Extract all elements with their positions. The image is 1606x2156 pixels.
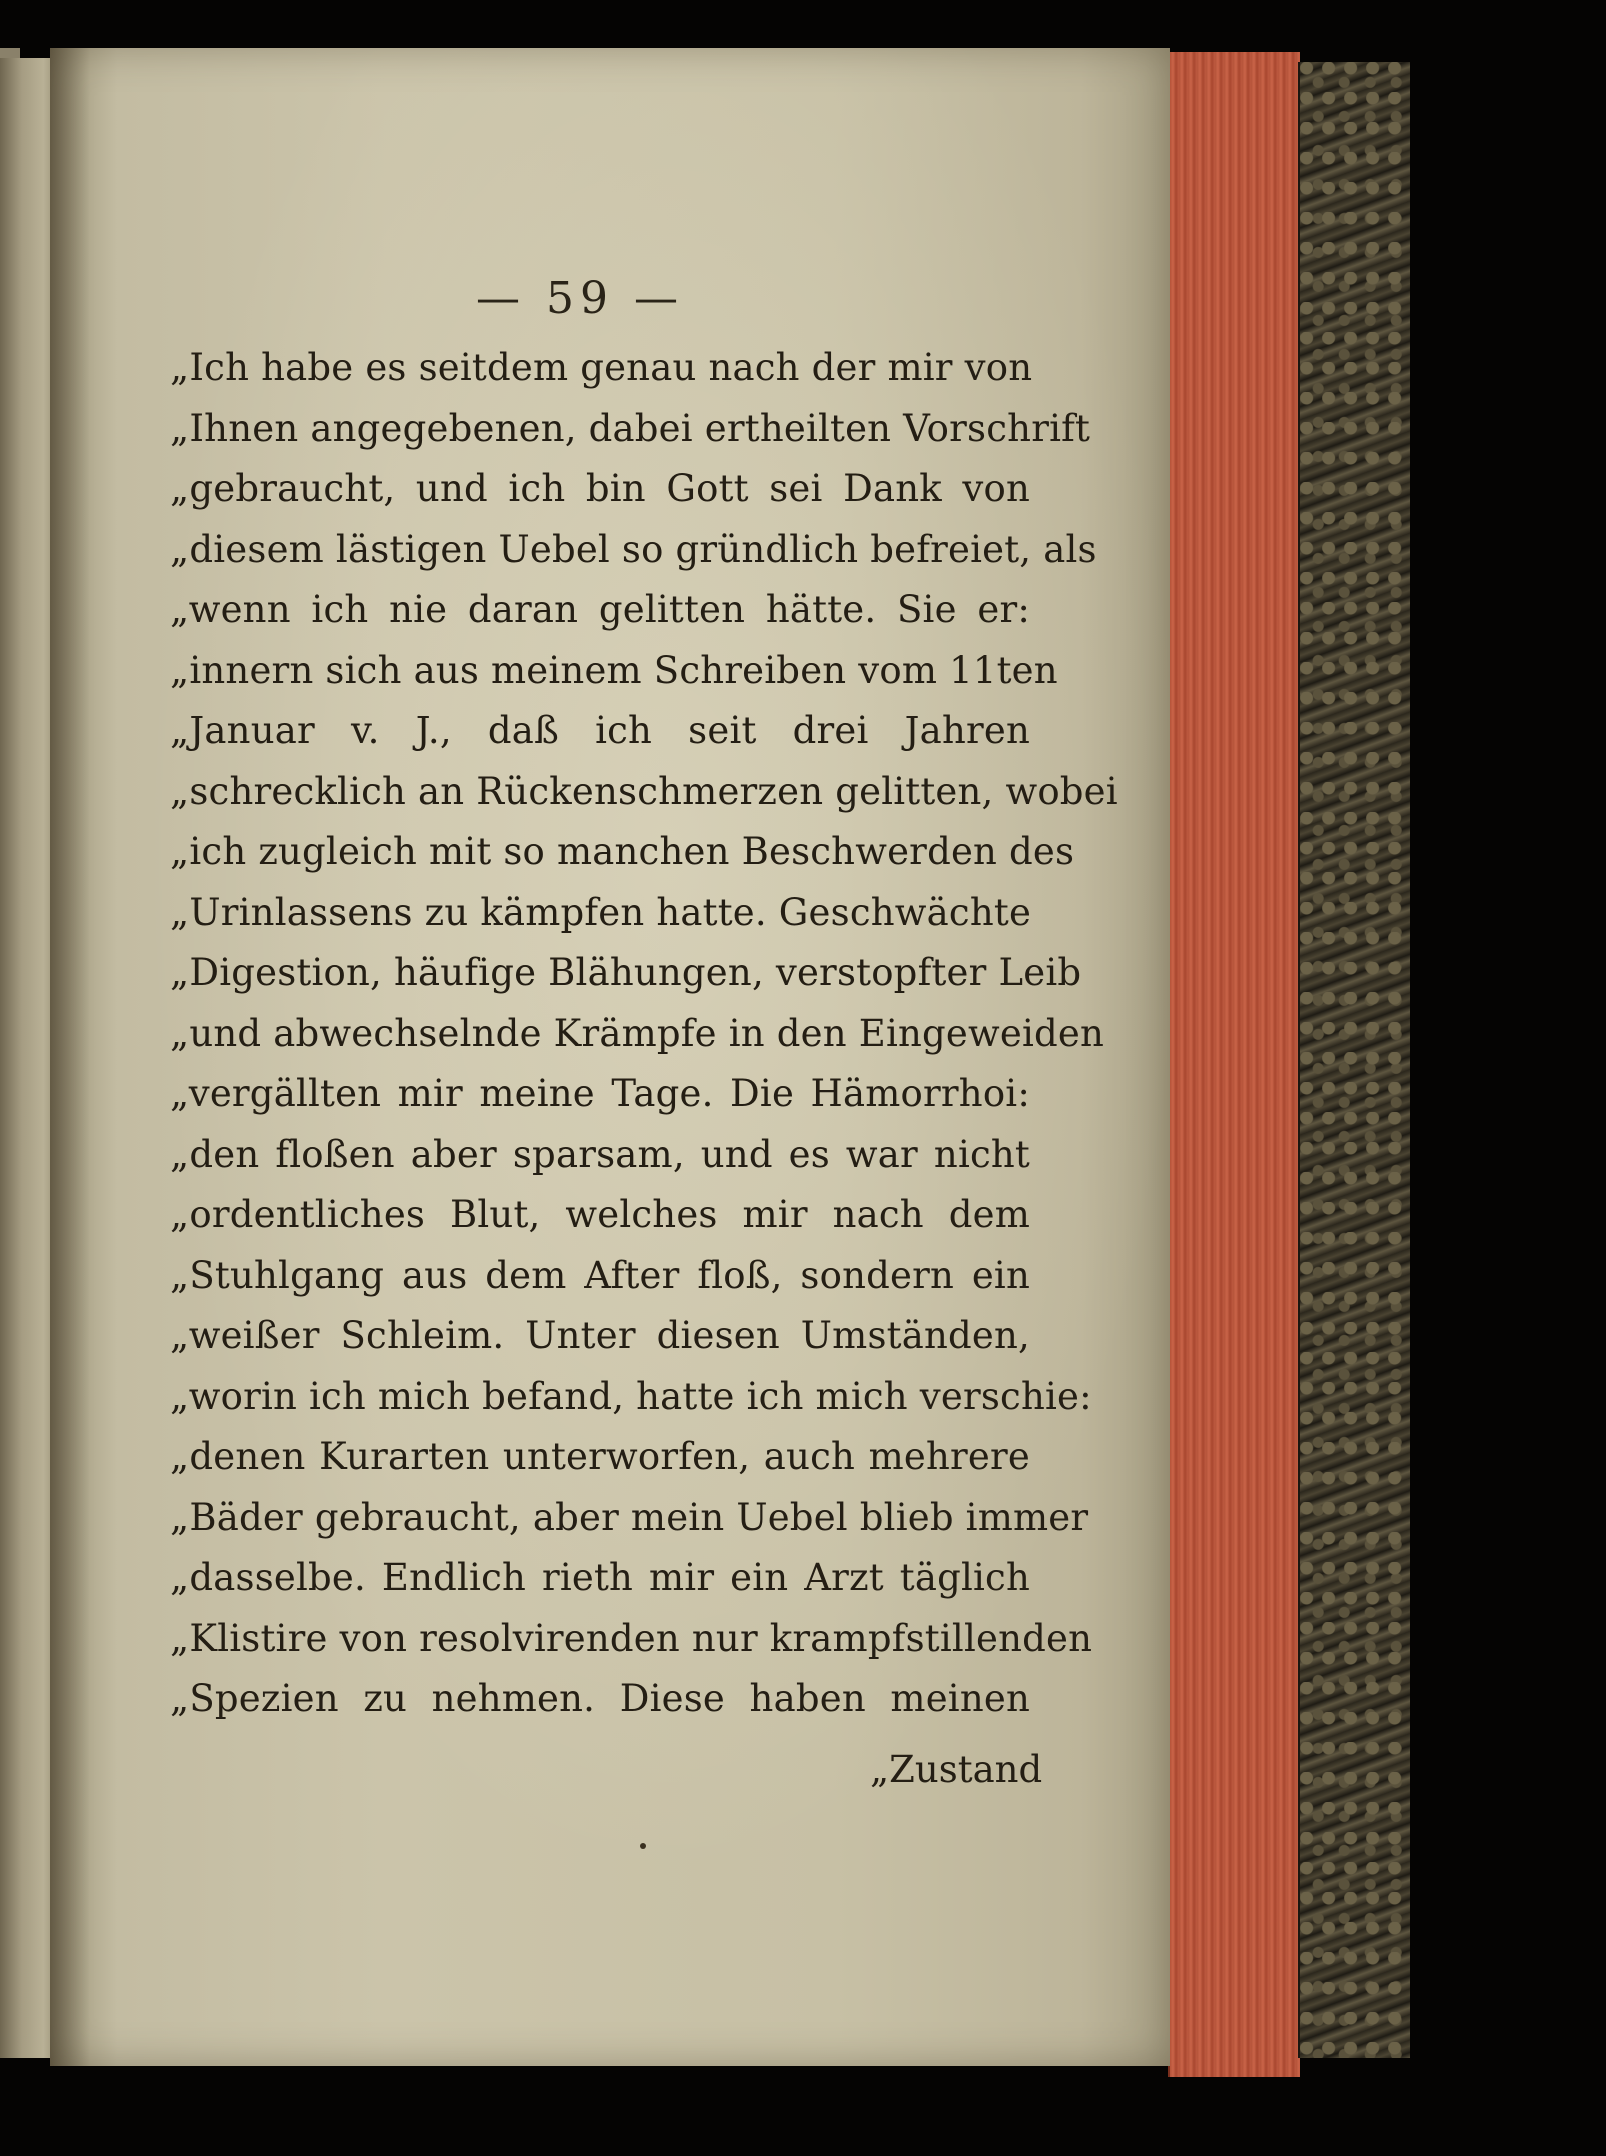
text-line: „Bäder gebraucht, aber mein Uebel blieb immer <box>170 1495 1089 1539</box>
text-line: „schrecklich an Rückenschmerzen gelitten, wobei <box>170 769 1118 813</box>
text-line: „gebraucht, und ich bin Gott sei Dank von <box>170 467 1030 510</box>
text-line: „Stuhlgang aus dem After floß, sondern ein <box>170 1253 1030 1297</box>
text-line: „Ihnen angegebenen, dabei ertheilten Vorschrift <box>170 406 1091 450</box>
text-line: „denen Kurarten unterworfen, auch mehrere <box>170 1435 1030 1478</box>
text-line: „Januar v. J., daß ich seit drei Jahren <box>170 709 1030 752</box>
page-number-header: — 59 — <box>476 273 684 324</box>
text-line: „und abwechselnde Krämpfe in den Eingeweiden <box>170 1011 1104 1055</box>
ink-speck <box>640 1843 646 1849</box>
text-line: „vergällten mir meine Tage. Die Hämorrhoi: <box>170 1072 1030 1115</box>
text-line: „weißer Schleim. Unter diesen Umständen, <box>170 1314 1030 1357</box>
marbled-cover <box>1298 62 1410 2058</box>
book-page <box>50 48 1170 2066</box>
text-line: „Spezien zu nehmen. Diese haben meinen <box>170 1677 1030 1720</box>
catchword: „Zustand <box>870 1748 1043 1791</box>
text-line: „ordentliches Blut, welches mir nach dem <box>170 1193 1030 1236</box>
text-line: „worin ich mich befand, hatte ich mich verschie: <box>170 1374 1092 1418</box>
text-line: „Digestion, häufige Blähungen, verstopfter Leib <box>170 951 1082 994</box>
text-line: „Ich habe es seitdem genau nach der mir von <box>170 346 1033 389</box>
text-line: „Urinlassens zu kämpfen hatte. Geschwächte <box>170 890 1032 934</box>
body-text <box>170 338 1118 1730</box>
text-line: „innern sich aus meinem Schreiben vom 11ten <box>170 648 1058 692</box>
text-line: „dasselbe. Endlich rieth mir ein Arzt täglich <box>170 1556 1030 1599</box>
text-line: „wenn ich nie daran gelitten hätte. Sie er: <box>170 588 1030 631</box>
text-line: „ich zugleich mit so manchen Beschwerden des <box>170 830 1075 873</box>
text-line: „diesem lästigen Uebel so gründlich befreiet, als <box>170 527 1097 571</box>
red-page-edges <box>1168 52 1300 2077</box>
text-line: „Klistire von resolvirenden nur krampfstillenden <box>170 1616 1093 1660</box>
gutter-shadow <box>50 48 90 2066</box>
text-line: „den floßen aber sparsam, und es war nicht <box>170 1132 1030 1176</box>
